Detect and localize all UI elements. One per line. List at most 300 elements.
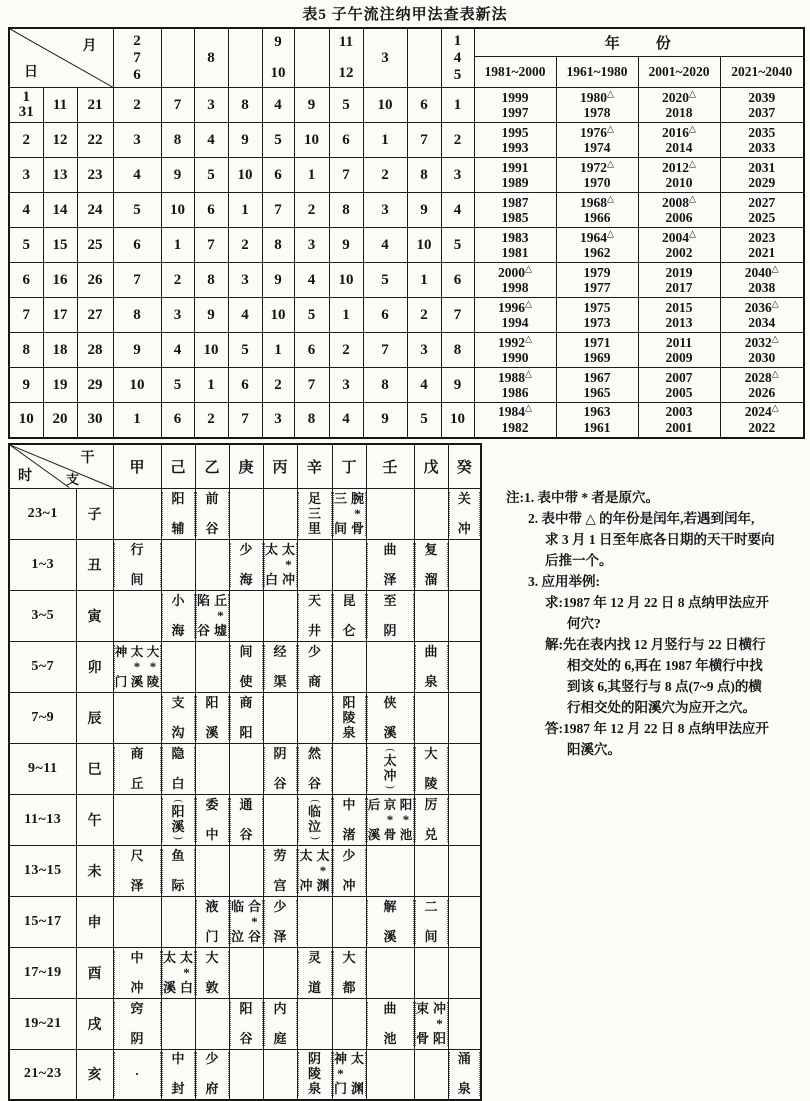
year-line: 2017 xyxy=(665,280,693,295)
stem-header-cell: 丁 xyxy=(332,444,366,488)
acupoint-char: 都 xyxy=(342,979,356,995)
acupoint-cell-inner xyxy=(333,849,366,893)
day-cell xyxy=(77,368,113,403)
acupoint-word xyxy=(248,900,262,944)
acupoint-cell xyxy=(297,539,332,590)
acupoint-cell-inner xyxy=(367,1002,414,1046)
year-line: 2025 xyxy=(748,210,776,225)
yuan-point-star: * xyxy=(337,1066,344,1082)
value-cell: 7 xyxy=(363,333,407,368)
value-cell: 6 xyxy=(194,193,228,228)
acupoint-char: 前 xyxy=(205,490,219,506)
value-cell: 2 xyxy=(407,298,441,333)
acupoint-cell xyxy=(448,488,481,539)
year-line: 1978 xyxy=(583,105,611,120)
acupoint-cell xyxy=(161,488,195,539)
year-cell xyxy=(474,228,556,263)
month-number: 8 xyxy=(207,49,215,66)
yuan-point-star: * xyxy=(386,811,394,827)
acupoint-char: 溪 xyxy=(205,724,219,740)
acupoint-char: 际 xyxy=(171,877,185,893)
day-cell xyxy=(9,88,43,123)
acupoint-word xyxy=(180,951,194,995)
stem-header-cell: 癸 xyxy=(448,444,481,488)
acupoint-cell xyxy=(263,845,297,896)
acupoint-char: 神 xyxy=(333,1051,347,1067)
acupoint-cell xyxy=(366,743,414,794)
acupoint-cell xyxy=(161,743,195,794)
value-cell: 9 xyxy=(363,403,407,438)
acupoint-char: 阳 xyxy=(399,797,413,812)
acupoint-cell xyxy=(332,794,366,845)
year-line: 1973 xyxy=(583,315,611,330)
year-cell xyxy=(556,88,638,123)
acupoint-char: 昆 xyxy=(342,592,356,608)
acupoint-word xyxy=(308,645,322,689)
acupoint-cell xyxy=(229,743,263,794)
acupoint-cell-inner xyxy=(162,951,195,995)
acupoint-cell xyxy=(414,590,448,641)
year-cell xyxy=(720,263,804,298)
year-line: 2027 xyxy=(748,194,776,210)
acupoint-cell xyxy=(161,692,195,743)
acupoint-cell-inner xyxy=(333,1052,366,1096)
acupoint-cell-inner xyxy=(230,696,263,740)
leap-year-mark: △ xyxy=(771,402,779,413)
acupoint-char: 商 xyxy=(239,694,253,710)
acupoint-cell xyxy=(297,845,332,896)
acupoint-cell xyxy=(366,845,414,896)
acupoint-cell-inner xyxy=(298,747,332,791)
year-line: 1999 xyxy=(501,89,529,105)
year-line: 1967 xyxy=(583,369,611,385)
day-number: 31 xyxy=(18,104,34,120)
acupoint-char: 涌 xyxy=(457,1051,471,1067)
year-line: 2003 xyxy=(665,404,693,420)
acupoint-cell-inner xyxy=(162,492,195,536)
close-paren: ) xyxy=(173,836,184,841)
year-line: 1972△ xyxy=(580,158,614,175)
acupoint-char: 太 xyxy=(281,541,295,557)
acupoint-word xyxy=(273,900,287,944)
acupoint-word xyxy=(130,543,144,587)
acupoint-char: 三 xyxy=(333,490,347,506)
acupoint-char: 足 xyxy=(307,490,321,506)
year-cell xyxy=(474,333,556,368)
acupoint-cell xyxy=(448,590,481,641)
year-cell xyxy=(556,298,638,333)
value-cell: 10 xyxy=(441,403,474,438)
acupoint-char: 兑 xyxy=(424,826,438,842)
acupoint-char: 冲 xyxy=(299,877,313,893)
acupoint-cell xyxy=(195,539,229,590)
day-number: 26 xyxy=(87,271,103,288)
acupoint-char: 陵 xyxy=(342,709,356,725)
acupoint-cell-inner xyxy=(298,951,332,995)
acupoint-cell xyxy=(414,692,448,743)
acupoint-word xyxy=(308,798,322,842)
acupoint-cell xyxy=(414,743,448,794)
leap-year-mark: △ xyxy=(525,368,532,378)
day-cell xyxy=(43,123,77,158)
day-number: 6 xyxy=(22,271,30,288)
value-cell: 8 xyxy=(329,193,363,228)
hour-row xyxy=(9,692,481,743)
acupoint-char: 解 xyxy=(383,898,397,914)
year-cell xyxy=(720,368,804,403)
value-cell: 5 xyxy=(262,123,294,158)
acupoint-char: 隐 xyxy=(171,745,185,761)
acupoint-word xyxy=(334,492,348,536)
acupoint-char: 京 xyxy=(383,797,397,812)
acupoint-cell xyxy=(161,845,195,896)
year-cell xyxy=(474,368,556,403)
year-line: 2026 xyxy=(748,385,776,400)
acupoint-cell-inner xyxy=(367,747,414,791)
day-cell xyxy=(43,228,77,263)
acupoint-char: 鱼 xyxy=(171,847,185,863)
acupoint-char: 太 xyxy=(383,752,397,768)
value-cell: 8 xyxy=(161,123,194,158)
acupoint-word xyxy=(171,1052,185,1096)
acupoint-cell xyxy=(366,692,414,743)
acupoint-word xyxy=(383,1002,397,1046)
acupoint-char: 渚 xyxy=(342,826,356,842)
year-line: 2013 xyxy=(665,315,693,330)
time-range-cell: 19~21 xyxy=(9,998,76,1049)
acupoint-char: 少 xyxy=(307,643,321,659)
leap-year-mark: △ xyxy=(771,298,779,308)
acupoint-word xyxy=(239,645,253,689)
acupoint-char: 至 xyxy=(383,592,397,608)
day-cell xyxy=(9,193,43,228)
year-cell xyxy=(638,298,720,333)
month-header-cell xyxy=(407,28,441,88)
acupoint-word xyxy=(205,1052,219,1096)
acupoint-cell-inner xyxy=(230,645,263,689)
acupoint-cell xyxy=(332,692,366,743)
acupoint-cell xyxy=(414,794,448,845)
value-cell: 4 xyxy=(294,263,329,298)
day-cell xyxy=(9,368,43,403)
month-header-cell xyxy=(161,28,194,88)
acupoint-cell-inner xyxy=(264,849,297,893)
earthly-branch-cell: 申 xyxy=(76,896,113,947)
acupoint-char: 陷 xyxy=(196,592,210,608)
acupoint-char: 池 xyxy=(383,1030,397,1046)
acupoint-cell xyxy=(229,539,263,590)
acupoint-char: 谷 xyxy=(307,775,321,791)
acupoint-cell xyxy=(366,794,414,845)
close-paren: ) xyxy=(309,836,321,841)
year-line: 2016△ xyxy=(662,123,696,140)
value-cell: 6 xyxy=(113,228,161,263)
year-cell xyxy=(556,403,638,438)
acupoint-cell xyxy=(195,641,229,692)
acupoint-cell-inner xyxy=(415,747,448,791)
acupoint-cell xyxy=(195,896,229,947)
open-paren: ( xyxy=(309,798,321,803)
acupoint-cell-inner xyxy=(298,798,332,842)
date-row xyxy=(9,263,804,298)
acupoint-cell-inner xyxy=(264,1002,297,1046)
month-number: 11 xyxy=(338,34,354,50)
acupoint-cell xyxy=(195,1049,229,1100)
value-cell: 3 xyxy=(294,228,329,263)
year-line: 2030 xyxy=(748,350,776,365)
year-range-cell: 1961~1980 xyxy=(556,57,638,88)
year-line: 2032△ xyxy=(744,333,779,350)
value-cell: 8 xyxy=(294,403,329,438)
year-cell xyxy=(556,368,638,403)
acupoint-char: 曲 xyxy=(424,643,438,659)
acupoint-cell xyxy=(113,896,161,947)
date-row xyxy=(9,228,804,263)
value-cell: 7 xyxy=(407,123,441,158)
acupoint-char: 窍 xyxy=(130,1000,144,1016)
acupoint-word xyxy=(308,1052,322,1096)
acupoint-word xyxy=(163,951,177,995)
day-number: 20 xyxy=(52,411,68,428)
acupoint-char: 中 xyxy=(171,1051,185,1067)
date-row xyxy=(9,158,804,193)
value-cell: 2 xyxy=(441,123,474,158)
acupoint-word xyxy=(334,1052,348,1096)
hour-row xyxy=(9,590,481,641)
day-cell xyxy=(77,228,113,263)
acupoint-char: 泣 xyxy=(230,928,244,944)
day-number: 8 xyxy=(22,341,30,358)
acupoint-word xyxy=(130,951,144,995)
day-number: 29 xyxy=(87,376,103,393)
day-cell xyxy=(9,228,43,263)
acupoint-char: 丘 xyxy=(130,775,144,791)
value-cell: 9 xyxy=(294,88,329,123)
acupoint-word xyxy=(171,696,185,740)
acupoint-cell xyxy=(113,692,161,743)
time-range-cell: 5~7 xyxy=(9,641,76,692)
earthly-branch-cell: 酉 xyxy=(76,947,113,998)
acupoint-char: 商 xyxy=(130,745,144,761)
acupoint-char: 中 xyxy=(342,796,356,812)
acupoint-cell-inner xyxy=(367,543,414,587)
acupoint-cell-inner xyxy=(449,492,481,536)
value-cell: 4 xyxy=(363,228,407,263)
value-cell: 1 xyxy=(113,403,161,438)
hour-row xyxy=(9,539,481,590)
acupoint-char: 神 xyxy=(114,644,128,659)
acupoint-word xyxy=(383,696,397,740)
acupoint-cell-inner xyxy=(162,594,195,638)
acupoint-cell xyxy=(195,743,229,794)
day-number: 11 xyxy=(52,96,68,113)
month-number: 4 xyxy=(453,49,462,66)
acupoint-char: 门 xyxy=(205,928,219,944)
value-cell: 5 xyxy=(294,298,329,333)
acupoint-word xyxy=(239,696,253,740)
day-number: 15 xyxy=(52,236,68,253)
acupoint-word xyxy=(383,900,397,944)
month-number: 3 xyxy=(381,49,389,66)
stem-header-cell: 辛 xyxy=(297,444,332,488)
note-line: 行相交处的阳溪穴为应开之穴。 xyxy=(567,700,756,715)
acupoint-cell xyxy=(161,794,195,845)
acupoint-char: 门 xyxy=(114,674,128,689)
acupoint-cell-inner xyxy=(367,594,414,638)
year-line: 1970 xyxy=(583,175,611,190)
value-cell: 1 xyxy=(441,88,474,123)
value-cell: 4 xyxy=(228,298,262,333)
acupoint-char: 渊 xyxy=(350,1081,364,1097)
value-cell: 10 xyxy=(294,123,329,158)
date-row xyxy=(9,193,804,228)
acupoint-word xyxy=(416,1002,430,1046)
value-cell: 10 xyxy=(194,333,228,368)
acupoint-word xyxy=(342,849,356,893)
acupoint-cell-inner xyxy=(196,594,229,638)
acupoint-char: 溪 xyxy=(383,724,397,740)
acupoint-cell xyxy=(448,1049,481,1100)
acupoint-word xyxy=(130,1002,144,1046)
value-cell: 6 xyxy=(329,123,363,158)
acupoint-cell xyxy=(195,998,229,1049)
year-line: 1986 xyxy=(501,385,529,400)
acupoint-char: 海 xyxy=(171,622,185,638)
hour-row xyxy=(9,488,481,539)
yuan-point-star: * xyxy=(251,913,258,929)
day-number: 18 xyxy=(52,341,68,358)
day-cell xyxy=(77,298,113,333)
acupoint-char: 阳 xyxy=(171,803,185,819)
acupoint-cell xyxy=(195,692,229,743)
earthly-branch-cell: 卯 xyxy=(76,641,113,692)
acupoint-char: 渊 xyxy=(316,877,330,893)
acupoint-char: 泽 xyxy=(130,877,144,893)
acupoint-cell xyxy=(332,590,366,641)
acupoint-word xyxy=(282,543,296,587)
day-cell xyxy=(77,158,113,193)
acupoint-word xyxy=(433,1002,447,1046)
month-day-year-lookup-table xyxy=(8,27,805,439)
day-number: 5 xyxy=(22,236,30,253)
acupoint-word xyxy=(342,696,356,740)
earthly-branch-cell: 子 xyxy=(76,488,113,539)
time-range-cell: 1~3 xyxy=(9,539,76,590)
year-line: 2014 xyxy=(665,140,693,155)
acupoint-char: 太 xyxy=(316,847,330,863)
value-cell: 1 xyxy=(194,368,228,403)
year-line: 1976△ xyxy=(580,123,614,140)
leap-year-mark: △ xyxy=(689,193,696,203)
acupoint-word xyxy=(239,1002,253,1046)
earthly-branch-cell: 巳 xyxy=(76,743,113,794)
year-cell xyxy=(720,298,804,333)
acupoint-cell-inner xyxy=(367,696,414,740)
acupoint-cell-inner xyxy=(298,594,332,638)
day-number: 14 xyxy=(52,201,68,218)
acupoint-cell xyxy=(195,794,229,845)
acupoint-char: 陵 xyxy=(424,775,438,791)
value-cell: 7 xyxy=(161,88,194,123)
day-number: 23 xyxy=(87,166,103,183)
value-cell: 4 xyxy=(441,193,474,228)
acupoint-cell xyxy=(161,1049,195,1100)
acupoint-cell xyxy=(263,1049,297,1100)
acupoint-cell-inner xyxy=(230,900,263,944)
stem-header-cell: 丙 xyxy=(263,444,297,488)
value-cell: 2 xyxy=(329,333,363,368)
day-cell xyxy=(43,158,77,193)
year-cell xyxy=(720,403,804,438)
value-cell: 10 xyxy=(363,88,407,123)
year-line: 1979 xyxy=(583,264,611,280)
acupoint-cell xyxy=(366,998,414,1049)
acupoint-cell xyxy=(263,743,297,794)
value-cell: 2 xyxy=(363,158,407,193)
year-section-header: 年 份 xyxy=(474,28,804,57)
value-cell: 9 xyxy=(161,158,194,193)
acupoint-char: 溪 xyxy=(383,928,397,944)
acupoint-char: 太 xyxy=(264,541,278,557)
acupoint-word xyxy=(205,492,219,536)
yuan-point-star: * xyxy=(319,862,327,878)
acupoint-char: 墟 xyxy=(213,622,227,638)
acupoint-cell xyxy=(332,896,366,947)
acupoint-char: 大 xyxy=(146,644,160,659)
year-line: 1966 xyxy=(583,210,611,225)
acupoint-cell xyxy=(229,896,263,947)
year-line: 1983 xyxy=(501,229,529,245)
value-cell: 9 xyxy=(407,193,441,228)
value-cell: 5 xyxy=(363,263,407,298)
value-cell: 3 xyxy=(228,263,262,298)
acupoint-word xyxy=(424,798,438,842)
value-cell: 6 xyxy=(294,333,329,368)
value-cell: 1 xyxy=(161,228,194,263)
acupoint-char: 敦 xyxy=(205,979,219,995)
year-line: 1994 xyxy=(501,315,529,330)
acupoint-cell xyxy=(113,845,161,896)
acupoint-char: 宫 xyxy=(273,877,287,893)
value-cell: 2 xyxy=(228,228,262,263)
acupoint-cell xyxy=(448,998,481,1049)
acupoint-char: 间 xyxy=(333,520,347,536)
acupoint-cell-inner xyxy=(264,543,297,587)
year-cell xyxy=(556,193,638,228)
day-number: 30 xyxy=(87,411,103,428)
acupoint-word xyxy=(424,900,438,944)
month-header-cell xyxy=(363,28,407,88)
date-row xyxy=(9,368,804,403)
day-number: 24 xyxy=(87,201,103,218)
acupoint-cell xyxy=(229,794,263,845)
year-line: 1997 xyxy=(501,105,529,120)
day-number: 22 xyxy=(87,131,103,148)
year-cell xyxy=(474,263,556,298)
month-header-cell xyxy=(194,28,228,88)
acupoint-cell-inner xyxy=(114,849,161,893)
acupoint-char: 关 xyxy=(457,490,471,506)
acupoint-word xyxy=(130,1052,144,1096)
value-cell: 5 xyxy=(194,158,228,193)
open-paren: ( xyxy=(385,747,396,752)
yuan-point-star: * xyxy=(402,811,410,827)
acupoint-cell-inner xyxy=(264,645,297,689)
acupoint-char: 束 xyxy=(415,1000,429,1016)
acupoint-char: 阳 xyxy=(239,724,253,740)
value-cell: 6 xyxy=(262,158,294,193)
value-cell: 6 xyxy=(228,368,262,403)
